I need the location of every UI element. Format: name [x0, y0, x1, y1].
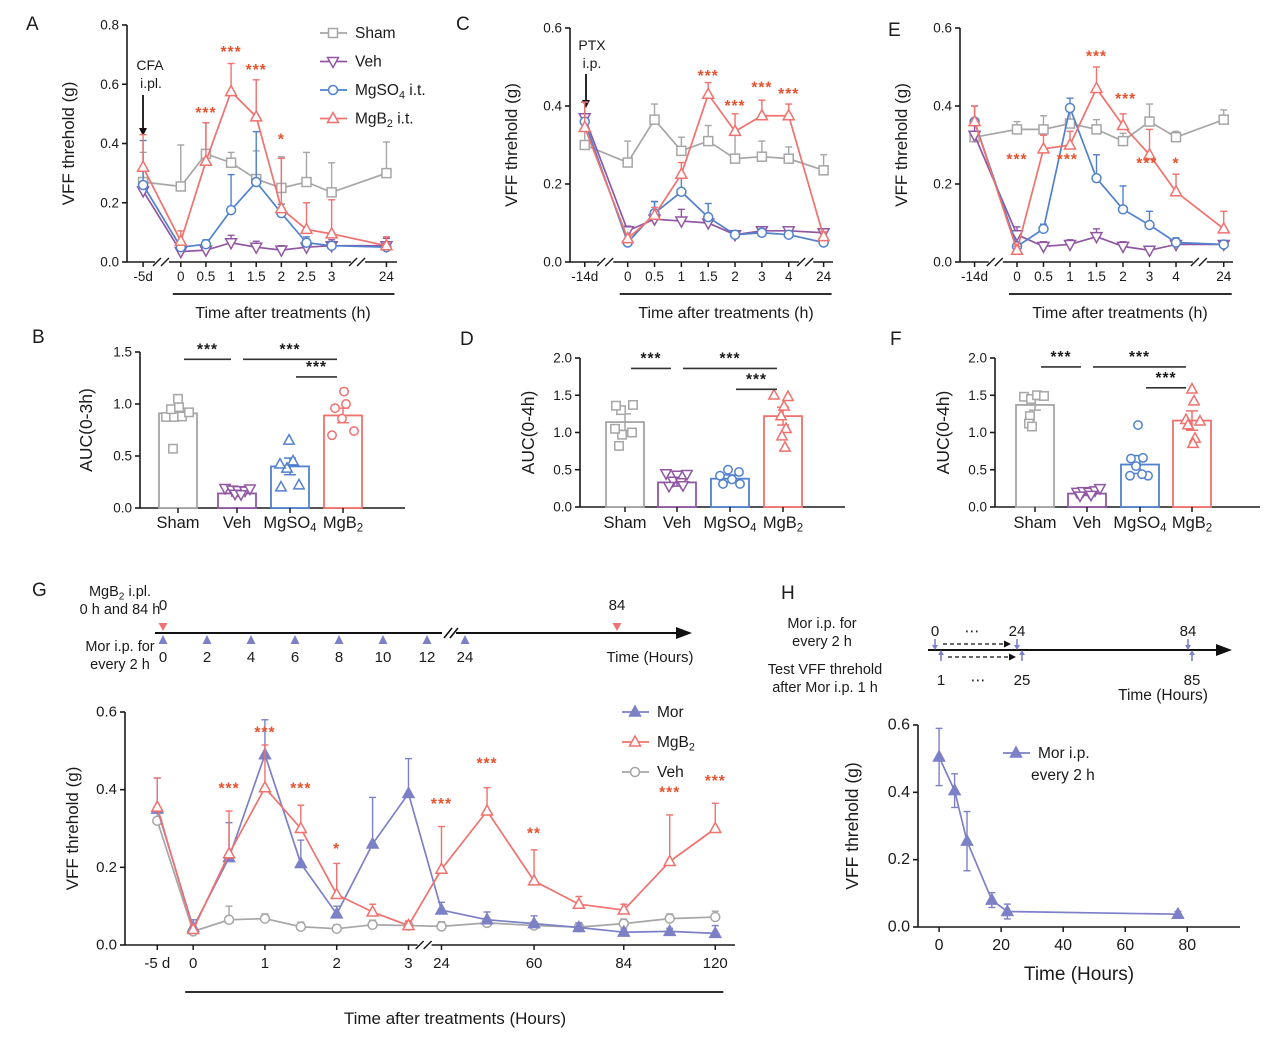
svg-text:Mor: Mor	[657, 704, 684, 721]
svg-text:***: ***	[1136, 155, 1158, 173]
svg-text:60: 60	[1116, 937, 1135, 954]
svg-text:***: ***	[1006, 151, 1028, 169]
svg-text:Time after treatments (Hours): Time after treatments (Hours)	[343, 1009, 567, 1028]
panel-label-h: H	[781, 583, 795, 604]
svg-text:Mor i.p.: Mor i.p.	[1038, 745, 1090, 762]
svg-text:***: ***	[704, 772, 726, 790]
svg-text:0.0: 0.0	[553, 499, 572, 515]
svg-text:0.8: 0.8	[100, 17, 119, 33]
svg-text:1.0: 1.0	[113, 396, 132, 412]
svg-text:VFF threhold (g): VFF threhold (g)	[502, 83, 521, 207]
panel-label-b: B	[32, 327, 45, 348]
svg-text:0.2: 0.2	[887, 851, 910, 869]
svg-text:-5 d: -5 d	[144, 955, 171, 972]
svg-text:0.0: 0.0	[100, 254, 119, 270]
panel-label-c: C	[456, 14, 470, 35]
svg-text:2: 2	[332, 955, 341, 972]
svg-text:⋯: ⋯	[970, 672, 986, 689]
svg-text:0.2: 0.2	[543, 176, 562, 192]
svg-text:Time after treatments (h): Time after treatments (h)	[638, 305, 814, 322]
svg-text:1.5: 1.5	[698, 269, 718, 284]
svg-text:***: ***	[1155, 369, 1177, 387]
svg-text:Time after treatments (h): Time after treatments (h)	[195, 305, 371, 322]
svg-text:1.5: 1.5	[113, 344, 132, 360]
svg-text:***: ***	[430, 796, 453, 814]
svg-text:3: 3	[404, 955, 413, 972]
svg-text:10: 10	[374, 649, 392, 666]
panel-e-line-chart	[892, 21, 1233, 323]
svg-text:1.5: 1.5	[968, 387, 987, 403]
svg-text:MgSO4: MgSO$_4$	[703, 514, 757, 535]
svg-text:2: 2	[731, 269, 739, 284]
panel-label-g: G	[32, 580, 47, 601]
svg-text:0.5: 0.5	[1034, 269, 1053, 284]
svg-text:1: 1	[260, 955, 270, 972]
svg-text:0.6: 0.6	[933, 20, 952, 36]
svg-text:***: ***	[1085, 48, 1108, 66]
svg-text:***: ***	[305, 358, 328, 376]
svg-text:Sham: Sham	[355, 25, 396, 42]
svg-text:***: ***	[245, 61, 267, 79]
svg-text:2: 2	[1119, 269, 1127, 284]
svg-text:1: 1	[227, 269, 235, 284]
svg-text:24: 24	[378, 269, 394, 284]
svg-text:0: 0	[623, 269, 632, 284]
svg-text:Time after treatments (h): Time after treatments (h)	[1032, 305, 1208, 322]
svg-text:1: 1	[1066, 269, 1074, 284]
svg-text:0.4: 0.4	[100, 136, 119, 151]
svg-text:MgB2: MgB$_2$	[657, 734, 695, 754]
panel-h-timeline	[768, 616, 1232, 704]
svg-text:Veh: Veh	[662, 514, 692, 532]
svg-text:0: 0	[158, 597, 168, 614]
panel-g-line-chart	[63, 704, 735, 1029]
svg-text:***: ***	[778, 86, 800, 104]
svg-text:0.5: 0.5	[196, 269, 216, 284]
svg-text:0.5: 0.5	[113, 448, 132, 464]
svg-text:24: 24	[1216, 269, 1232, 284]
svg-text:***: ***	[724, 97, 746, 115]
svg-text:0.0: 0.0	[933, 254, 952, 270]
panel-d-bar-chart	[518, 350, 845, 534]
svg-text:2.5: 2.5	[297, 269, 316, 284]
svg-text:84: 84	[1179, 623, 1197, 640]
svg-text:MgB2 i.t.: MgB$_2$ i.t.	[355, 110, 414, 130]
svg-text:1.5: 1.5	[553, 387, 572, 403]
panel-f-bar-chart	[933, 349, 1260, 535]
svg-text:0.5: 0.5	[553, 462, 572, 478]
svg-text:0: 0	[189, 955, 198, 972]
svg-text:-5d: -5d	[133, 269, 153, 284]
panel-c-line-chart	[502, 21, 833, 323]
svg-text:MgSO4: MgSO$_4$	[1113, 514, 1167, 535]
svg-text:4: 4	[1172, 269, 1180, 284]
svg-text:Veh: Veh	[355, 53, 382, 71]
panel-b-bar-chart	[76, 341, 405, 534]
svg-text:2.0: 2.0	[553, 350, 572, 366]
panel-g-timeline	[80, 584, 694, 673]
svg-text:Time (Hours): Time (Hours)	[606, 649, 694, 666]
svg-text:VFF threhold (g): VFF threhold (g)	[842, 762, 862, 890]
svg-text:0: 0	[930, 623, 940, 640]
svg-text:MgB2 i.pl.: MgB$_2$ i.pl.	[88, 584, 152, 603]
svg-text:0.0: 0.0	[887, 918, 910, 936]
svg-text:***: ***	[1056, 151, 1078, 169]
svg-text:85: 85	[1183, 672, 1201, 689]
panel-h-line-chart	[842, 717, 1240, 986]
svg-text:*: *	[277, 131, 285, 149]
svg-text:MgB2: MgB$_2$	[762, 514, 804, 535]
svg-text:MgB2: MgB$_2$	[322, 514, 364, 535]
svg-text:Sham: Sham	[1013, 514, 1057, 532]
svg-text:4: 4	[784, 269, 793, 284]
svg-text:MgSO4: MgSO$_4$	[263, 514, 317, 535]
svg-text:8: 8	[334, 649, 344, 666]
svg-text:0.4: 0.4	[543, 98, 562, 114]
svg-text:1.5: 1.5	[1087, 269, 1106, 284]
svg-text:***: ***	[196, 341, 219, 359]
svg-text:0.4: 0.4	[887, 783, 910, 801]
svg-text:Veh: Veh	[222, 514, 252, 532]
svg-text:0.2: 0.2	[933, 176, 952, 192]
svg-text:***: ***	[1128, 348, 1151, 366]
svg-text:AUC(0-3h): AUC(0-3h)	[76, 388, 96, 472]
svg-text:MgSO4 i.t.: MgSO$_4$ i.t.	[355, 82, 426, 102]
svg-text:84: 84	[615, 955, 633, 972]
svg-text:AUC(0-4h): AUC(0-4h)	[933, 390, 953, 475]
svg-text:0.0: 0.0	[968, 499, 987, 515]
svg-text:12: 12	[418, 649, 436, 666]
svg-text:Mor i.p. for: Mor i.p. for	[787, 616, 857, 632]
svg-text:0.2: 0.2	[100, 195, 119, 211]
svg-text:1.0: 1.0	[553, 425, 572, 440]
svg-text:*: *	[1172, 155, 1180, 173]
svg-text:***: ***	[279, 341, 301, 359]
svg-text:0: 0	[158, 649, 168, 666]
svg-text:3: 3	[327, 269, 336, 284]
svg-text:2: 2	[277, 269, 286, 284]
panel-label-a: A	[26, 14, 39, 35]
svg-text:0: 0	[1013, 269, 1021, 284]
svg-text:i.pl.: i.pl.	[140, 75, 162, 91]
svg-text:Sham: Sham	[156, 514, 200, 532]
svg-text:0: 0	[177, 269, 185, 284]
svg-text:0: 0	[934, 937, 944, 954]
svg-text:***: ***	[220, 44, 242, 62]
svg-text:24: 24	[433, 955, 450, 972]
svg-text:***: ***	[1050, 348, 1072, 366]
svg-text:24: 24	[456, 649, 474, 666]
svg-text:3: 3	[1145, 269, 1154, 284]
svg-text:0 h and 84 h: 0 h and 84 h	[79, 602, 161, 618]
svg-text:-14d: -14d	[571, 269, 599, 284]
svg-text:Sham: Sham	[603, 514, 647, 532]
svg-text:***: ***	[476, 755, 498, 773]
svg-text:25: 25	[1013, 672, 1031, 689]
svg-text:***: ***	[751, 79, 773, 97]
svg-text:24: 24	[1008, 623, 1026, 640]
svg-text:0.4: 0.4	[933, 98, 952, 114]
svg-text:***: ***	[659, 784, 681, 802]
svg-text:VFF threhold (g): VFF threhold (g)	[892, 83, 911, 207]
svg-text:40: 40	[1054, 937, 1073, 954]
svg-text:4: 4	[246, 649, 256, 666]
panel-a-line-chart	[59, 18, 426, 323]
svg-text:VFF threhold (g): VFF threhold (g)	[59, 81, 78, 206]
svg-text:1.0: 1.0	[968, 425, 987, 440]
svg-text:0.0: 0.0	[543, 254, 562, 270]
svg-text:1: 1	[677, 269, 686, 284]
svg-text:60: 60	[525, 955, 543, 972]
svg-text:0.4: 0.4	[96, 781, 117, 799]
svg-text:*: *	[333, 840, 341, 858]
svg-text:Test VFF threhold: Test VFF threhold	[767, 662, 883, 678]
svg-text:every 2 h: every 2 h	[792, 634, 852, 650]
svg-text:120: 120	[702, 955, 728, 972]
svg-text:***: ***	[218, 780, 240, 798]
svg-text:0.6: 0.6	[100, 76, 119, 92]
svg-text:***: ***	[745, 371, 768, 389]
svg-text:0.0: 0.0	[113, 500, 132, 516]
svg-text:84: 84	[608, 597, 626, 614]
svg-text:***: ***	[1115, 91, 1137, 109]
panel-label-d: D	[460, 329, 474, 350]
svg-text:Veh: Veh	[1072, 514, 1102, 532]
svg-text:0.2: 0.2	[96, 858, 117, 876]
svg-text:***: ***	[195, 104, 217, 122]
svg-text:CFA: CFA	[136, 57, 164, 73]
svg-text:0.6: 0.6	[96, 703, 117, 721]
svg-text:1: 1	[936, 672, 946, 689]
svg-text:0.0: 0.0	[96, 936, 117, 954]
svg-text:0.5: 0.5	[968, 462, 987, 478]
svg-text:***: ***	[640, 350, 662, 368]
svg-text:**: **	[527, 825, 542, 843]
svg-text:20: 20	[992, 937, 1011, 954]
svg-text:every 2 h: every 2 h	[1031, 767, 1095, 784]
svg-text:after Mor i.p. 1 h: after Mor i.p. 1 h	[772, 680, 878, 696]
svg-text:0.6: 0.6	[543, 20, 562, 36]
svg-text:3: 3	[758, 269, 766, 284]
svg-text:***: ***	[697, 67, 719, 85]
svg-text:Time (Hours): Time (Hours)	[1118, 687, 1208, 704]
svg-text:Time (Hours): Time (Hours)	[1023, 964, 1135, 985]
svg-text:***: ***	[254, 724, 276, 742]
svg-text:0.6: 0.6	[887, 716, 910, 734]
svg-text:Veh: Veh	[657, 764, 684, 781]
svg-text:2: 2	[202, 649, 212, 666]
svg-text:***: ***	[290, 780, 312, 798]
svg-text:Mor i.p. for: Mor i.p. for	[85, 639, 155, 655]
svg-text:***: ***	[719, 350, 741, 368]
svg-text:0.5: 0.5	[645, 269, 664, 284]
panel-label-f: F	[890, 329, 902, 350]
svg-text:80: 80	[1178, 937, 1197, 954]
svg-text:PTX: PTX	[578, 37, 606, 53]
svg-text:⋯: ⋯	[964, 623, 980, 640]
svg-text:2.0: 2.0	[968, 350, 987, 366]
svg-text:-14d: -14d	[961, 269, 989, 284]
svg-text:every 2 h: every 2 h	[90, 657, 150, 673]
panel-label-e: E	[888, 20, 901, 41]
svg-text:24: 24	[816, 269, 832, 284]
svg-text:6: 6	[290, 649, 300, 666]
svg-text:MgB2: MgB$_2$	[1171, 514, 1213, 535]
svg-text:VFF threhold (g): VFF threhold (g)	[63, 766, 82, 891]
svg-text:i.p.: i.p.	[582, 55, 602, 71]
svg-text:1.5: 1.5	[246, 269, 266, 284]
svg-text:AUC(0-4h): AUC(0-4h)	[518, 390, 538, 475]
